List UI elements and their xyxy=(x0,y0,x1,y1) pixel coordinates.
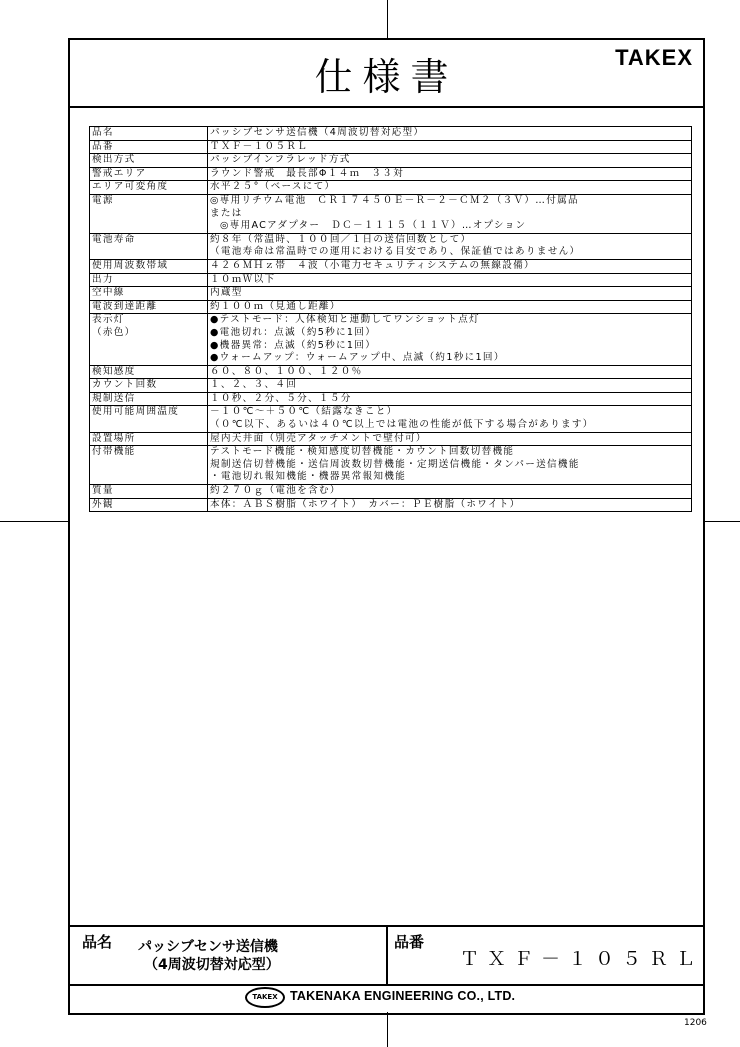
spec-value-cell xyxy=(208,233,692,259)
spec-label: 使用周波数帯域 xyxy=(92,259,169,271)
spec-row xyxy=(90,181,692,195)
spec-label-cell xyxy=(90,140,208,154)
spec-label-cell xyxy=(90,379,208,393)
company-row xyxy=(70,984,703,1013)
spec-value-cell xyxy=(208,406,692,432)
spec-label-cell xyxy=(90,154,208,168)
spec-value-cell xyxy=(208,140,692,154)
spec-label-cell xyxy=(90,259,208,273)
spec-value-cell xyxy=(208,167,692,181)
spec-value-cell xyxy=(208,446,692,485)
spec-row xyxy=(90,365,692,379)
spec-label: 空中線 xyxy=(92,287,125,299)
spec-label-cell xyxy=(90,406,208,432)
spec-value-cell xyxy=(208,194,692,233)
spec-label-cell xyxy=(90,233,208,259)
spec-value-cell xyxy=(208,300,692,314)
title-row xyxy=(70,40,703,108)
spec-value-line: ６０、８０、１００、１２０％ xyxy=(210,365,363,377)
spec-label: 質量 xyxy=(92,485,114,497)
spec-value-line: ●ウォームアップ：ウォームアップ中、点滅（約1秒に1回） xyxy=(210,352,505,364)
spec-label-cell xyxy=(90,446,208,485)
spec-value-line: 水平２５°（ベースにて） xyxy=(210,181,336,193)
spec-value-line: パッシブセンサ送信機（4周波切替対応型） xyxy=(210,127,425,138)
spec-label-cell xyxy=(90,485,208,499)
spec-row xyxy=(90,287,692,301)
spec-value-line: ４２６ＭＨｚ帯 ４波（小電力セキュリティシステムの無線設備） xyxy=(210,259,535,271)
spec-value-line: １、２、３、４回 xyxy=(210,379,298,391)
spec-label: 検知感度 xyxy=(92,365,136,377)
spec-label: 品番 xyxy=(92,140,114,152)
spec-value-line: ラウンド警戒 最長部Φ１４ｍ ３３対 xyxy=(210,167,405,179)
spec-value-line: 約２７０ｇ（電池を含む） xyxy=(210,485,341,497)
spec-row xyxy=(90,432,692,446)
spec-row xyxy=(90,194,692,233)
spec-value-line: テストモード機能・検知感度切替機能・カウント回数切替機能 xyxy=(210,446,515,458)
spec-value-line: １０ｍＷ以下 xyxy=(210,273,276,285)
crop-mark-bottom xyxy=(387,1012,388,1047)
spec-label: 規制送信 xyxy=(92,392,136,404)
spec-label-cell xyxy=(90,365,208,379)
spec-label-sub: （赤色） xyxy=(92,326,136,338)
spec-label: 検出方式 xyxy=(92,154,136,166)
spec-value-cell xyxy=(208,498,692,512)
spec-value-line: 約８年（常温時、１００回／１日の送信回数として） xyxy=(210,233,472,245)
spec-label: エリア可変角度 xyxy=(92,181,169,193)
spec-value-line: ◎専用リチウム電池 ＣＲ１７４５０Ｅ－Ｒ－２－ＣＭ２（３Ｖ）…付属品 xyxy=(210,194,579,206)
spec-value-line: 内蔵型 xyxy=(210,287,243,299)
spec-table xyxy=(89,126,692,512)
spec-label: 外観 xyxy=(92,498,114,510)
product-name-label: 品名 xyxy=(82,933,113,951)
spec-row xyxy=(90,154,692,168)
spec-row xyxy=(90,167,692,181)
spec-value-line: 屋内天井面（別売アタッチメントで壁付可） xyxy=(210,432,427,444)
spec-label-cell xyxy=(90,498,208,512)
spec-label: 付帯機能 xyxy=(92,446,136,458)
spec-value-cell xyxy=(208,365,692,379)
spec-label: 使用可能周囲温度 xyxy=(92,406,180,418)
spec-value-cell xyxy=(208,259,692,273)
spec-label: 出力 xyxy=(92,273,114,285)
spec-value-line: －１０℃～＋５０℃（結露なきこと） xyxy=(210,406,398,418)
spec-value-line: （０℃以下、あるいは４０℃以上では電池の性能が低下する場合があります） xyxy=(210,419,594,431)
spec-row xyxy=(90,485,692,499)
spec-row xyxy=(90,406,692,432)
spec-value-line: ＴＸＦ－１０５ＲＬ xyxy=(210,140,309,152)
spec-label: 表示灯 xyxy=(92,314,125,326)
spec-value-cell xyxy=(208,181,692,195)
spec-value-cell xyxy=(208,154,692,168)
spec-label-cell xyxy=(90,300,208,314)
spec-label: 電波到達距離 xyxy=(92,300,158,312)
spec-label: 電池寿命 xyxy=(92,233,136,245)
spec-label-cell xyxy=(90,181,208,195)
spec-label-cell xyxy=(90,273,208,287)
document-title: 仕様書 xyxy=(314,55,459,99)
spec-label-cell xyxy=(90,392,208,406)
crop-mark-top xyxy=(387,0,388,38)
spec-value-line: 本体：ＡＢＳ樹脂（ホワイト） カバー：ＰＥ樹脂（ホワイト） xyxy=(210,498,521,510)
spec-value-line: パッシブインフラレッド方式 xyxy=(210,154,351,166)
product-name-line1: パッシブセンサ送信機 xyxy=(138,939,278,955)
spec-value-line: または xyxy=(210,207,243,219)
product-name-line2: （4周波切替対応型） xyxy=(144,957,280,973)
spec-value-cell xyxy=(208,287,692,301)
spec-label-cell xyxy=(90,167,208,181)
spec-value-line: ◎専用ACアダプター ＤＣ－１１１５（１１Ｖ）…オプション xyxy=(220,220,527,232)
document-frame xyxy=(68,38,705,1015)
spec-value-line: １０秒、２分、５分、１５分 xyxy=(210,392,352,404)
name-divider xyxy=(386,927,388,984)
product-name-block xyxy=(70,925,703,986)
spec-row xyxy=(90,140,692,154)
spec-label-cell xyxy=(90,314,208,365)
crop-mark-right xyxy=(704,521,740,522)
spec-row xyxy=(90,300,692,314)
document-code: 1206 xyxy=(684,1018,707,1028)
spec-value-line: ●機器異常：点滅（約5秒に1回） xyxy=(210,339,377,351)
brand-logo: TAKEX xyxy=(615,45,693,70)
company-name: TAKENAKA ENGINEERING CO., LTD. xyxy=(290,989,516,1003)
spec-value-line: （電池寿命は常温時での運用における目安であり、保証値ではありません） xyxy=(210,246,581,258)
spec-label: 電源 xyxy=(92,194,114,206)
spec-value-cell xyxy=(208,485,692,499)
spec-label-cell xyxy=(90,287,208,301)
spec-row xyxy=(90,498,692,512)
spec-value-cell xyxy=(208,127,692,141)
spec-value-line: ●テストモード：人体検知と連動してワンショット点灯 xyxy=(210,314,480,326)
spec-value-line: 約１００ｍ（見通し距離） xyxy=(210,300,341,312)
spec-label-cell xyxy=(90,432,208,446)
spec-value-cell xyxy=(208,273,692,287)
spec-row xyxy=(90,273,692,287)
spec-value-cell xyxy=(208,432,692,446)
spec-value-cell xyxy=(208,314,692,365)
product-number-label: 品番 xyxy=(394,933,425,951)
spec-row xyxy=(90,233,692,259)
spec-row xyxy=(90,392,692,406)
spec-value-cell xyxy=(208,379,692,393)
crop-mark-left xyxy=(0,521,68,522)
spec-row xyxy=(90,379,692,393)
company-logo: TAKEX xyxy=(245,987,285,1008)
spec-value-line: ・電池切れ報知機能・機器異常報知機能 xyxy=(210,471,407,483)
product-number-value: ＴＸＦ－１０５ＲＬ xyxy=(460,948,704,970)
spec-label: カウント回数 xyxy=(92,379,158,391)
spec-row xyxy=(90,127,692,141)
spec-value-line: 規制送信切替機能・送信周波数切替機能・定期送信機能・タンパー送信機能 xyxy=(210,458,580,470)
spec-label: 品名 xyxy=(92,127,114,138)
spec-label-cell xyxy=(90,127,208,141)
spec-value-line: ●電池切れ：点滅（約5秒に1回） xyxy=(210,326,377,338)
spec-row xyxy=(90,314,692,365)
spec-label-cell xyxy=(90,194,208,233)
spec-value-cell xyxy=(208,392,692,406)
spec-label: 設置場所 xyxy=(92,432,136,444)
spec-label: 警戒エリア xyxy=(92,167,147,179)
spec-row xyxy=(90,446,692,485)
spec-row xyxy=(90,259,692,273)
